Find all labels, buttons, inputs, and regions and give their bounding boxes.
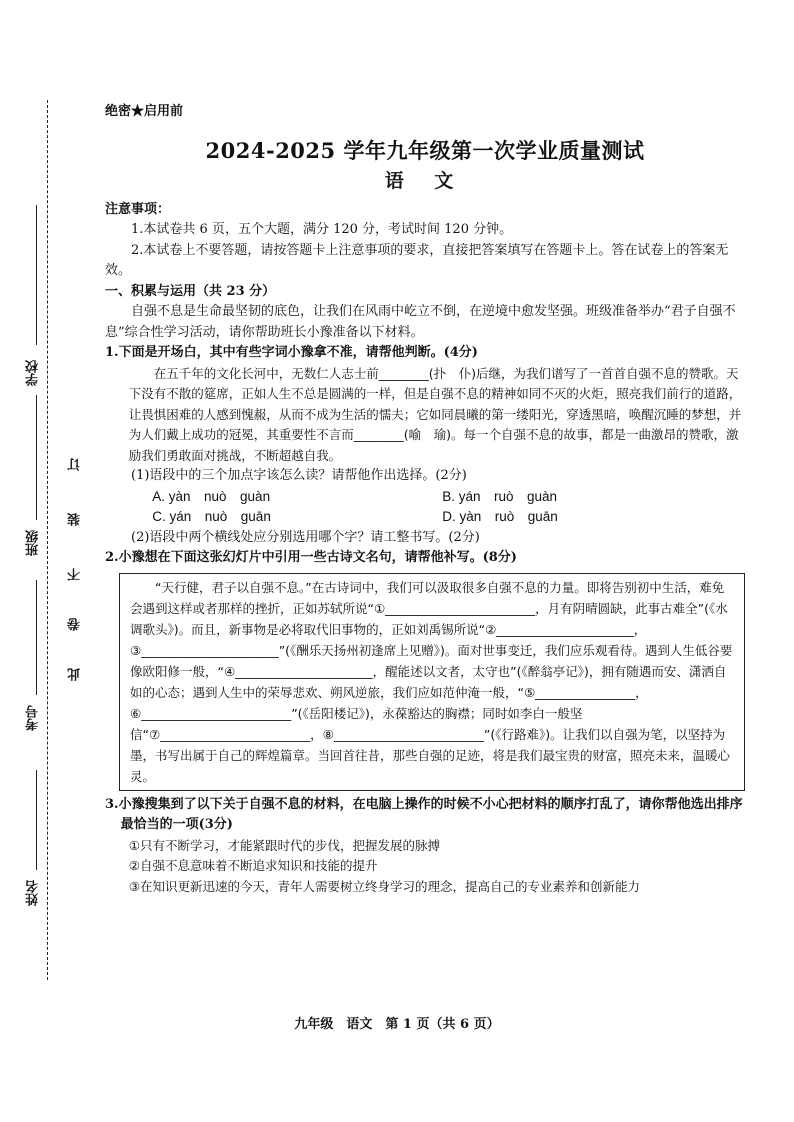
exam-title: 2024-2025 学年九年级第一次学业质量测试 — [205, 137, 645, 163]
seal-char: 卷 — [68, 618, 83, 631]
school-label: 学校 — [26, 360, 41, 386]
seal-char: 订 — [68, 458, 83, 471]
q2-slide-text: “天行健，君子以自强不息。”在古诗词中，我们可以汲取很多自强不息的力量。即将告别初中生活，难免会遇到这样或者那样的挫折，正如苏轼所说“①________________________，月有阴晴圆缺，此事古难全”(《水调歌头》)。而且，新事物是必将取代旧事物的，正如刘禹锡所说“②______________________，③______________________”(《酬乐天扬州初逢席上见赠》)。面对世事变迁，我们应乐观看待。遇到人生低谷要像欧阳修一般，“④______________________，醒能述以文者，太守也”(《醉翁亭记》)，拥有随遇而安、潇洒自如的心态；遇到人生中的荣辱悲欢、朔风逆旅，我们应如范仲淹一般，“⑤________________，⑥________________________”(《岳阳楼记》)，永葆豁达的胸襟；同时如李白一般坚信“⑦________________________，⑧________________________”(《行路难》)。让我们以自强为笔，以坚持为墨，书写出属于自己的辉煌篇章。当回首往昔，那些自强的足迹，将是我们最宝贵的财富，照亮未来，温暖心灵。 — [130, 579, 733, 784]
q1-option-d[interactable]: D. yàn ruò guān — [442, 509, 558, 524]
notice-heading: 注意事项： — [105, 201, 171, 217]
q1-option-a[interactable]: A. yàn nuò guàn — [152, 488, 271, 504]
q1-sub2: (2)语段中两个横线处应分别选用哪个字？请工整书写。(2分) — [131, 529, 480, 545]
page-footer: 九年级 语文 第 1 页（共 6 页） — [294, 1017, 500, 1032]
q3-item: ①只有不断学习，才能紧跟时代的步伐，把握发展的脉搏 — [128, 837, 440, 853]
q1-stem: 1.下面是开场白，其中有些字词小豫拿不准，请帮他判断。(4分) — [105, 345, 478, 360]
q3-item: ②自强不息意味着不断追求知识和技能的提升 — [128, 858, 378, 873]
subject-title: 语 文 — [384, 170, 466, 192]
school-field-line[interactable] — [36, 205, 37, 345]
notice-item: 1.本试卷共 6 页，五个大题，满分 120 分，考试时间 120 分钟。 — [131, 222, 513, 237]
q2-stem: 2.小豫想在下面这张幻灯片中引用一些古诗文名句，请帮他补写。(8分) — [105, 550, 517, 565]
secret-mark: 绝密★启用前 — [105, 104, 184, 119]
q1-sub1: (1)语段中的三个加点字该怎么读？请帮他作出选择。(2分) — [131, 468, 467, 483]
class-label: 班级 — [26, 530, 41, 556]
class-field-line[interactable] — [36, 395, 37, 520]
q1-passage: 在五千年的文化长河中，无数仁人志士前________(扑 仆)后继，为我们谱写了一首首自强不息的赞歌。天下没有不散的筵席，正如人生不总是圆满的一样，但是自强不息的精神如同不灭的火炬，照亮我们前行的道路，让畏惧困难的人感到愧赧，从而不成为生活的懦夫；它如同晨曦的第一缕阳光，穿透黑暗，唤醒沉睡的梦想，并为人们戴上成功的冠冕，其重要性不言而________(喻 瑜)。每一个自强不息的故事，都是一曲激昂的赞歌，激励我们勇敢面对挑战，不断超越自我。 — [128, 365, 742, 463]
q3-item: ③在知识更新迅速的今天，青年人需要树立终身学习的理念，提高自己的专业素养和创新能力 — [128, 878, 640, 894]
name-label: 姓名 — [26, 880, 41, 906]
name-field-line[interactable] — [36, 770, 37, 870]
q3-stem: 3.小豫搜集到了以下关于自强不息的材料，在电脑上操作的时候不小心把材料的顺序打乱了，请你帮他选出排序最恰当的一项(3分) — [105, 796, 743, 832]
q1-options-row — [105, 507, 745, 528]
binding-dashed-line — [47, 100, 48, 980]
seal-char: 装 — [68, 513, 83, 526]
exam-content — [105, 102, 745, 897]
q1-option-b[interactable]: B. yán ruò guàn — [442, 488, 558, 504]
section1-intro: 自强不息是生命最坚韧的底色，让我们在风雨中屹立不倒，在逆境中愈发坚强。班级准备举办“君子自强不息”综合性学习活动，请你帮助班长小豫准备以下材料。 — [105, 304, 736, 340]
section1-heading: 一、积累与运用（共 23 分） — [105, 283, 276, 299]
seal-char: 不 — [68, 568, 83, 581]
q2-slide-box — [119, 573, 745, 791]
notice-item: 2.本试卷上不要答题，请按答题卡上注意事项的要求，直接把答案填写在答题卡上。答在试卷上的答案无效。 — [105, 242, 729, 278]
exam-no-label: 考号 — [26, 705, 41, 731]
seal-char: 此 — [68, 668, 83, 681]
exam-no-field-line[interactable] — [36, 580, 37, 695]
q1-option-c[interactable]: C. yán nuò guān — [152, 509, 271, 524]
q1-options-row — [105, 487, 745, 508]
